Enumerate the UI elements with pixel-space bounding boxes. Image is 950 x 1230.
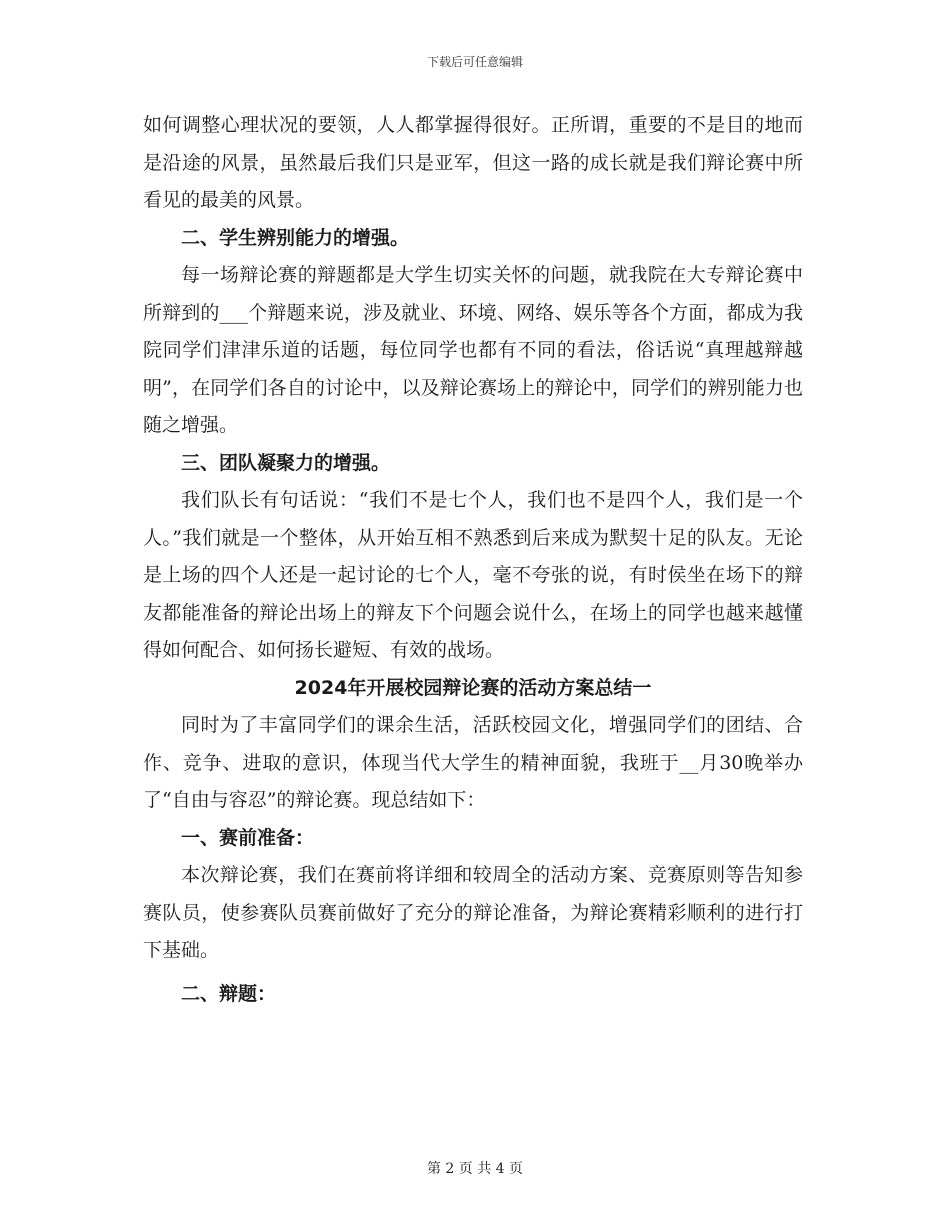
page-number: 第 2 页 共 4 页 — [426, 1161, 524, 1177]
section-heading-team-cohesion: 三、团队凝聚力的增强。 — [181, 451, 391, 474]
section-heading-discernment: 二、学生辨别能力的增强。 — [181, 226, 410, 249]
page-header-note: 下载后可任意编辑 — [426, 55, 523, 69]
section-heading-preparation: 一、赛前准备： — [181, 826, 315, 849]
document-body — [143, 107, 803, 1013]
paragraph-team-cohesion: 我们队长有句话说：“我们不是七个人，我们也不是四个人，我们是一个人。”我们就是一个整体，从开始互相不熟悉到后来成为默契十足的队友。无论是上场的四个人还是一起讨论的七个人，毫不夸张的说，有时侯坐在场下的辩友都能准备的辩论出场上的辩友下个问题会说什么，在场上的同学也越来越懂得如何配合、如何扬长避短、有效的战场。 — [143, 489, 803, 661]
paragraph-discernment: 每一场辩论赛的辩题都是大学生切实关怀的问题，就我院在大专辩论赛中所辩到的___个辩题来说，涉及就业、环境、网络、娱乐等各个方面，都成为我院同学们津津乐道的话题，每位同学也都有不同的看法，俗话说“真理越辩越明”，在同学们各自的讨论中，以及辩论赛场上的辩论中，同学们的辨别能力也随之增强。 — [143, 264, 803, 436]
paragraph-intro: 同时为了丰富同学们的课余生活，活跃校园文化，增强同学们的团结、合作、竞争、进取的意识，体现当代大学生的精神面貌，我班于__月30晚举办了“自由与容忍”的辩论赛。现总结如下： — [143, 714, 803, 811]
paragraph-continuation: 如何调整心理状况的要领，人人都掌握得很好。正所谓，重要的不是目的地而是沿途的风景，虽然最后我们只是亚军，但这一路的成长就是我们辩论赛中所看见的最美的风景。 — [143, 114, 803, 211]
document-title: 2024年开展校园辩论赛的活动方案总结一 — [294, 676, 652, 699]
section-heading-topic: 二、辩题： — [181, 982, 277, 1005]
paragraph-preparation: 本次辩论赛，我们在赛前将详细和较周全的活动方案、竞赛原则等告知参赛队员，使参赛队员赛前做好了充分的辩论准备，为辩论赛精彩顺利的进行打下基础。 — [143, 864, 803, 961]
